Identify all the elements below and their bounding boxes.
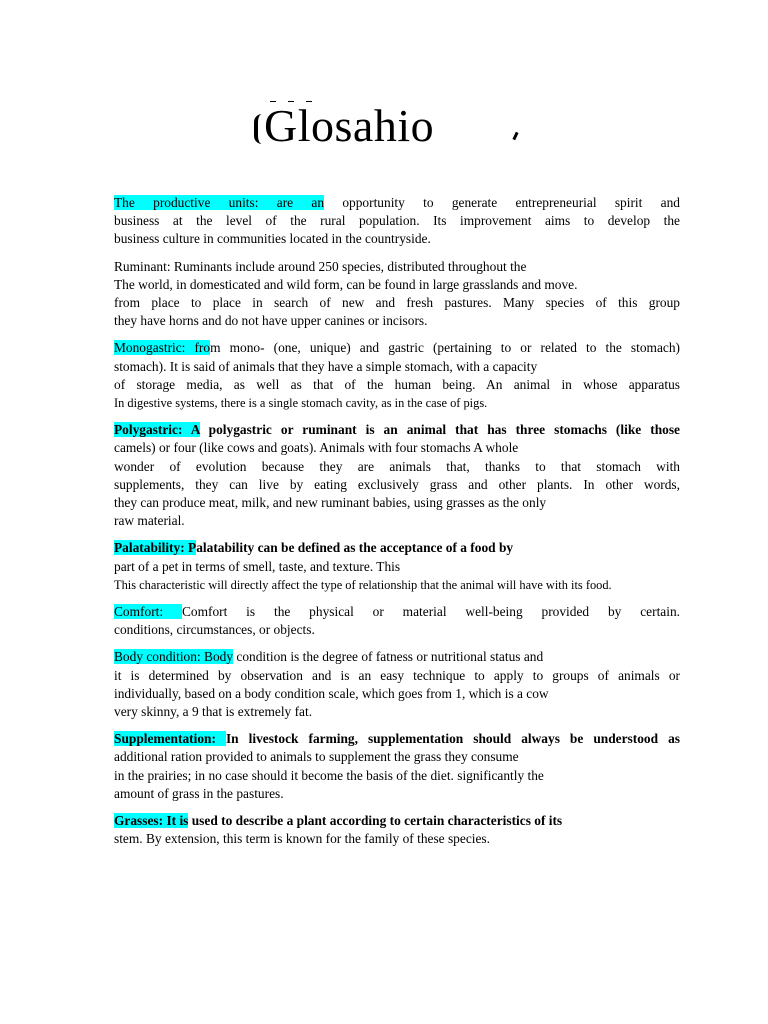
line-text: alatability can be defined as the acceptance of a food by [196,540,514,556]
entry-line: The world, in domesticated and wild form, can be found in large grasslands and move. [114,276,578,292]
highlighted-term: Polygastric: A [114,422,200,438]
highlighted-term: Palatability: P [114,540,197,556]
line-text: In livestock farming, supplementation should always be understood as [225,731,680,747]
entry-line [114,730,680,748]
entry-line: camels) or four (like cows and goats). Animals with four stomachs A whole [114,440,519,456]
entry-line [114,539,680,557]
entry-line: individually, based on a body condition scale, which goes from 1, which is a cow [114,685,549,701]
line-text: Comfort is the physical or material well-being provided by certain. [181,604,680,620]
highlighted-term: Body condition: Body [114,649,234,665]
entry-line [114,194,680,212]
entry-line [114,603,680,621]
entry-comfort [114,603,680,639]
entry-line: business culture in communities located in the countryside. [114,231,431,247]
line-text: condition is the degree of fatness or nutritional status and [233,649,544,665]
entry-line: from place to place in search of new and fresh pastures. Many species of this group [114,295,680,311]
glossary-content [114,194,680,858]
entry-productive-units [114,194,680,249]
highlighted-term: Supplementation: [114,731,226,747]
entry-line: it is determined by observation and is an easy technique to apply to groups of animals or [114,667,680,683]
entry-line: in the prairies; in no case should it become the basis of the diet. significantly the [114,767,544,783]
highlighted-term: The productive units: are an [114,195,325,210]
line-text: opportunity to generate entrepreneurial spirit and [324,195,680,210]
entry-line: they have horns and do not have upper canines or incisors. [114,313,428,329]
highlighted-term: Grasses: It is [114,813,189,829]
entry-line: stomach). It is said of animals that they have a simple stomach, with a capacity [114,358,538,374]
entry-line: they can produce meat, milk, and new ruminant babies, using grasses as the only [114,495,547,511]
highlighted-term: Comfort: [114,604,182,620]
line-text: polygastric or ruminant is an animal that has three stomachs (like those [199,422,680,438]
entry-line: very skinny, a 9 that is extremely fat. [114,704,313,720]
line-text: m mono- (one, unique) and gastric (pertaining to or related to the stomach) [210,340,680,356]
entry-body-condition [114,648,680,721]
title-area [254,88,554,168]
entry-supplementation [114,730,680,803]
entry-line: raw material. [114,513,185,529]
entry-polygastric [114,421,680,530]
entry-ruminant [114,258,680,331]
entry-line: stem. By extension, this term is known for the family of these species. [114,831,490,847]
entry-line: This characteristic will directly affect the type of relationship that the animal will have with its food. [114,577,612,592]
page-title: Glosahio [264,100,435,151]
line-text: used to describe a plant according to certain characteristics of its [188,813,563,829]
entry-palatability [114,539,680,594]
highlighted-term: Monogastric: fro [114,340,211,356]
entry-line [114,648,680,666]
entry-line: wonder of evolution because they are animals that, thanks to that stomach with [114,458,680,474]
entry-line: conditions, circumstances, or objects. [114,622,315,638]
entry-line: supplements, they can live by eating exclusively grass and other plants. In other words, [114,476,680,492]
entry-line: part of a pet in terms of smell, taste, and texture. This [114,558,401,574]
entry-line: In digestive systems, there is a single stomach cavity, as in the case of pigs. [114,396,488,411]
entry-grasses [114,812,680,848]
entry-line: additional ration provided to animals to supplement the grass they consume [114,749,519,765]
entry-line: business at the level of the rural population. Its improvement aims to develop the [114,213,680,229]
entry-line [114,421,680,439]
title-tick-mark [512,132,518,141]
entry-line: of storage media, as well as that of the human being. An animal in whose apparatus [114,376,680,392]
title-bracket-mark [254,114,264,144]
entry-line: amount of grass in the pastures. [114,785,284,801]
entry-line: Ruminant: Ruminants include around 250 species, distributed throughout the [114,258,527,274]
entry-line [114,339,680,357]
entry-monogastric [114,339,680,412]
entry-line [114,812,680,830]
